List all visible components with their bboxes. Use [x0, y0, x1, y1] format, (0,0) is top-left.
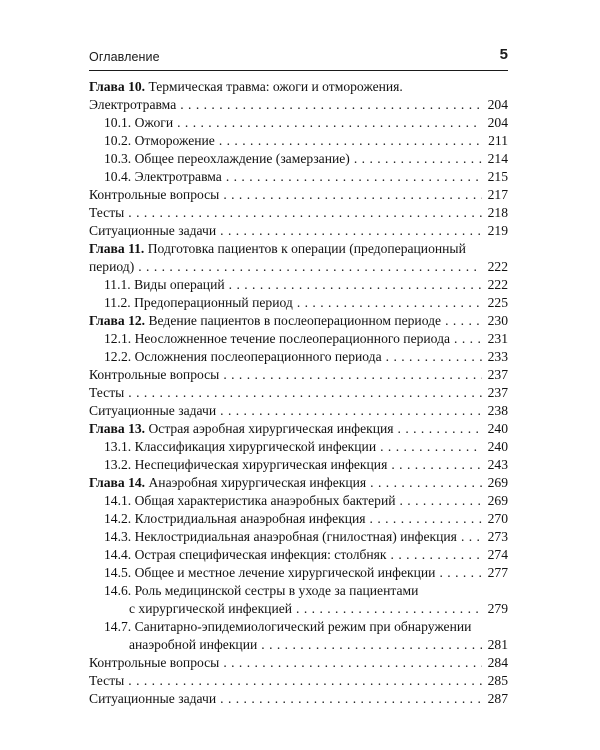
toc-entry-title: Контрольные вопросы — [89, 367, 220, 382]
chapter-label: Глава 13. — [89, 421, 146, 436]
chapter-title: Острая аэробная хирургическая инфекция — [145, 421, 394, 436]
dot-leader — [220, 690, 482, 708]
toc-entry-title: Электротравма — [89, 97, 177, 112]
toc-page-number: 273 — [487, 529, 508, 544]
dot-leader — [370, 510, 482, 528]
toc-entry-title: 14.1. Общая характеристика анаэробных бактерий — [104, 493, 396, 508]
chapter-label: Глава 11. — [89, 241, 145, 256]
toc-entry-row — [89, 690, 508, 708]
dot-leader — [229, 276, 482, 294]
chapter-title: Термическая травма: ожоги и отморожения. — [145, 79, 403, 94]
dot-leader — [380, 438, 482, 456]
dot-leader — [220, 402, 482, 420]
chapter-title: Ведение пациентов в послеоперационном периоде — [145, 313, 442, 328]
toc-entry-row — [89, 384, 508, 402]
toc-entry-title: 14.7. Санитарно-эпидемиологический режим при обнаружении — [104, 619, 472, 634]
toc-entry-title: Ситуационные задачи — [89, 223, 217, 238]
toc-page-number: 230 — [487, 313, 508, 328]
toc-chapter-row — [89, 78, 508, 96]
dot-leader — [398, 420, 482, 438]
toc-page-number: 215 — [487, 169, 508, 184]
toc-entry-row — [89, 348, 508, 366]
dot-leader — [223, 654, 482, 672]
toc-page-number: 204 — [487, 115, 508, 130]
toc-entry-row — [89, 366, 508, 384]
toc-entry-title: 14.6. Роль медицинской сестры в уходе за пациентами — [104, 583, 419, 598]
toc-entry-row — [89, 654, 508, 672]
toc-entry-row — [89, 492, 508, 510]
toc-entry-row — [89, 132, 508, 150]
chapter-title: Анаэробная хирургическая инфекция — [145, 475, 367, 490]
toc-page-number: 270 — [487, 511, 508, 526]
toc-entry-row — [89, 564, 508, 582]
toc-entry-title: Контрольные вопросы — [89, 187, 220, 202]
toc-entry-title: 14.5. Общее и местное лечение хирургической инфекции — [104, 565, 436, 580]
toc-entry-row — [89, 600, 508, 618]
dot-leader — [386, 348, 482, 366]
toc-page-number: 269 — [487, 493, 508, 508]
dot-leader — [439, 564, 482, 582]
toc-entry-title: Ситуационные задачи — [89, 691, 217, 706]
toc-page-number: 269 — [487, 475, 508, 490]
toc-entry-row — [89, 114, 508, 132]
toc-entry-row — [89, 276, 508, 294]
dot-leader — [226, 168, 482, 186]
toc-page-number: 219 — [487, 223, 508, 238]
dot-leader — [128, 204, 482, 222]
toc-page-number: 281 — [487, 637, 508, 652]
dot-leader — [223, 366, 482, 384]
toc-page-number: 231 — [487, 331, 508, 346]
toc-entry-title: период) — [89, 259, 135, 274]
toc-page-number: 222 — [487, 259, 508, 274]
toc-entry-row — [89, 438, 508, 456]
toc-entry-title: Тесты — [89, 673, 125, 688]
toc-entry-row — [89, 204, 508, 222]
dot-leader — [138, 258, 482, 276]
toc-entry-row — [89, 222, 508, 240]
dot-leader — [180, 96, 482, 114]
toc-page-number: 238 — [487, 403, 508, 418]
dot-leader — [400, 492, 483, 510]
dot-leader — [223, 186, 482, 204]
toc-chapter-row — [89, 420, 508, 438]
chapter-label: Глава 12. — [89, 313, 146, 328]
toc-entry-row — [89, 168, 508, 186]
toc-page-number: 287 — [487, 691, 508, 706]
running-title: Оглавление — [89, 50, 160, 64]
running-header — [89, 46, 508, 66]
toc-entry-title: 14.3. Неклостридиальная анаэробная (гнилостная) инфекция — [104, 529, 457, 544]
toc-chapter-row — [89, 240, 508, 258]
toc-entry-title: 10.3. Общее переохлаждение (замерзание) — [104, 151, 350, 166]
chapter-label: Глава 10. — [89, 79, 146, 94]
toc-page-number: 240 — [487, 421, 508, 436]
toc-entry-title: 11.1. Виды операций — [104, 277, 225, 292]
dot-leader — [370, 474, 482, 492]
chapter-title: Подготовка пациентов к операции (предоперационный — [144, 241, 466, 256]
toc-entry-title: Тесты — [89, 205, 125, 220]
toc-chapter-row — [89, 312, 508, 330]
toc-page-number: 274 — [487, 547, 508, 562]
toc-entry-title: Тесты — [89, 385, 125, 400]
dot-leader — [454, 330, 482, 348]
toc-entry-row — [89, 150, 508, 168]
toc-entry-title: 11.2. Предоперационный период — [104, 295, 293, 310]
toc-entry-row — [89, 294, 508, 312]
dot-leader — [391, 546, 482, 564]
toc-entry-title: 10.2. Отморожение — [104, 133, 215, 148]
toc-entry-row — [89, 582, 508, 600]
toc-entry-row — [89, 528, 508, 546]
toc-page-number: 237 — [487, 367, 508, 382]
toc-entry-title: 13.2. Неспецифическая хирургическая инфекция — [104, 457, 388, 472]
toc-entry-title: с хирургической инфекцией — [129, 601, 293, 616]
toc-page-number: 243 — [487, 457, 508, 472]
toc-page-number: 217 — [487, 187, 508, 202]
toc-entry-title: Ситуационные задачи — [89, 403, 217, 418]
dot-leader — [261, 636, 482, 654]
toc-page-number: 240 — [487, 439, 508, 454]
toc-entry-title: 12.1. Неосложненное течение послеоперационного периода — [104, 331, 451, 346]
toc-entry-title: 10.1. Ожоги — [104, 115, 174, 130]
toc-entry-title: анаэробной инфекции — [129, 637, 258, 652]
dot-leader — [177, 114, 482, 132]
dot-leader — [128, 384, 482, 402]
toc-entry-row — [89, 330, 508, 348]
toc-entry-row — [89, 456, 508, 474]
toc-entry-row — [89, 672, 508, 690]
toc-entry-title: 12.2. Осложнения послеоперационного периода — [104, 349, 382, 364]
toc-page-number: 222 — [487, 277, 508, 292]
toc-entry-row — [89, 258, 508, 276]
toc-page-number: 214 — [487, 151, 508, 166]
toc-entry-row — [89, 636, 508, 654]
toc-entry-title: 10.4. Электротравма — [104, 169, 222, 184]
dot-leader — [391, 456, 482, 474]
toc-page-number: 285 — [487, 673, 508, 688]
toc-page-number: 237 — [487, 385, 508, 400]
dot-leader — [296, 600, 482, 618]
dot-leader — [128, 672, 482, 690]
dot-leader — [219, 132, 482, 150]
dot-leader — [354, 150, 482, 168]
dot-leader — [220, 222, 482, 240]
toc-entry-title: 14.4. Острая специфическая инфекция: столбняк — [104, 547, 387, 562]
toc-entry-row — [89, 186, 508, 204]
table-of-contents — [89, 78, 508, 708]
toc-page-number: 284 — [487, 655, 508, 670]
toc-entry-title: 13.1. Классификация хирургической инфекции — [104, 439, 377, 454]
chapter-label: Глава 14. — [89, 475, 146, 490]
toc-page-number: 277 — [487, 565, 508, 580]
toc-entry-row — [89, 510, 508, 528]
toc-entry-row — [89, 402, 508, 420]
dot-leader — [445, 312, 482, 330]
toc-page-number: 218 — [487, 205, 508, 220]
toc-page-number: 233 — [487, 349, 508, 364]
toc-entry-row — [89, 546, 508, 564]
toc-page-number: 204 — [487, 97, 508, 112]
toc-chapter-row — [89, 474, 508, 492]
toc-entry-title: Контрольные вопросы — [89, 655, 220, 670]
toc-page-number: 211 — [488, 133, 508, 148]
toc-page-number: 225 — [487, 295, 508, 310]
toc-entry-row — [89, 618, 508, 636]
dot-leader — [461, 528, 482, 546]
toc-entry-title: 14.2. Клостридиальная анаэробная инфекция — [104, 511, 366, 526]
toc-page-number: 279 — [487, 601, 508, 616]
page-number: 5 — [499, 46, 508, 63]
dot-leader — [297, 294, 482, 312]
toc-entry-row — [89, 96, 508, 114]
header-rule — [89, 70, 508, 71]
